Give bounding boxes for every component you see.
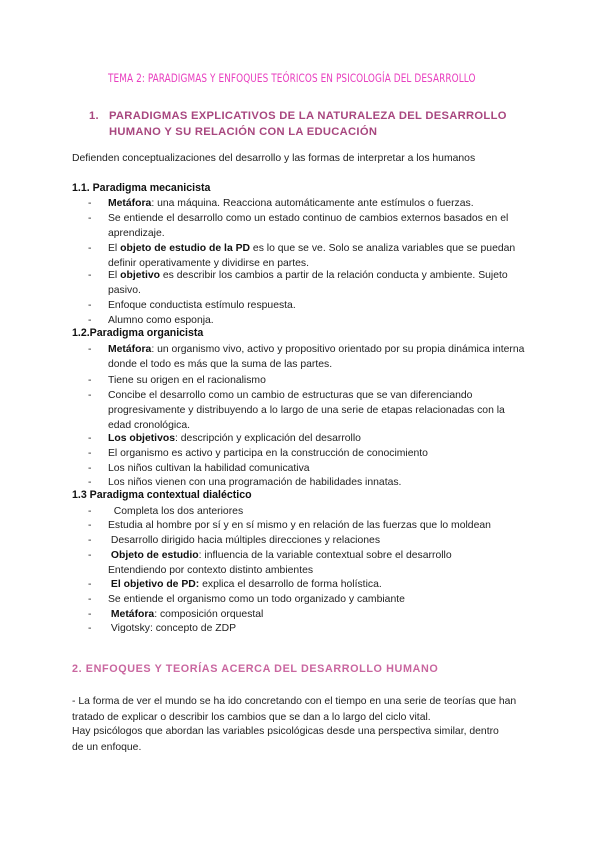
bullet-dash: - [88,609,92,620]
section-1-intro: Defienden conceptualizaciones del desarrollo y las formas de interpretar a los humanos [72,153,476,164]
item-text: Tiene su origen en el racionalismo [108,375,266,386]
item-bold: objetivo [120,270,160,281]
item-text: es lo que se ve. Solo se analiza variables que se puedan definir operativamente y dividirse en partes. [108,243,516,270]
bullet-dash: - [88,550,92,561]
bullet-dash: - [88,243,92,254]
item-text: explica el desarrollo de forma holística. [199,579,382,590]
document-title: TEMA 2: PARADIGMAS Y ENFOQUES TEÓRICOS EN PSICOLOGÍA DEL DESARROLLO [108,71,476,85]
bullet-dash: - [88,270,92,281]
item-text: Los niños vienen con una programación de habilidades innatas. [108,477,402,488]
bullet-dash: - [88,213,92,224]
bullet-dash: - [88,315,92,326]
item-text: : descripción y explicación del desarrollo [174,433,361,444]
item-bold: Metáfora [110,609,155,620]
item-text: Enfoque conductista estímulo respuesta. [108,300,296,311]
section-2-heading: 2. ENFOQUES Y TEORÍAS ACERCA DEL DESARROLLO HUMANO [72,663,439,675]
item-text: : composición orquestal [154,609,264,620]
bullet-dash: - [88,375,92,386]
item-text: Vigotsky: concepto de ZDP [108,623,237,634]
section-1-heading-line1: PARADIGMAS EXPLICATIVOS DE LA NATURALEZA DEL DESARROLLO [109,110,507,122]
bullet-dash: - [88,594,92,605]
bullet-dash: - [88,506,92,517]
item-bold: Metáfora [108,198,152,209]
item-pre: El [108,243,121,254]
bullet-dash: - [88,390,92,401]
bullet-dash: - [88,520,92,531]
section-2-paragraph-2: Hay psicólogos que abordan las variables psicológicas desde una perspectiva similar, dentro de un enfoque. [72,726,499,753]
paradigm-1-title: 1.1. Paradigma mecanicista [72,182,211,194]
item-text: Alumno como esponja. [108,315,214,326]
bullet-dash: - [88,477,92,488]
item-bold: Objeto de estudio [110,550,199,561]
item-bold: Metáfora [108,344,152,355]
item-text: Se entiende el desarrollo como un estado continuo de cambios externos basados en el aprendizaje. [108,213,509,240]
section-1-heading-text [109,108,529,140]
item-text: : una máquina. Reacciona automáticamente ante estímulos o fuerzas. [151,198,474,209]
bullet-dash: - [88,344,92,355]
bullet-dash: - [88,463,92,474]
paradigm-2-title: 1.2.Paradigma organicista [72,327,204,339]
item-bold: objeto de estudio de la PD [120,243,251,254]
item-bold: Los objetivos [108,433,175,444]
item-text: es describir los cambios a partir de la relación conducta y ambiente. Sujeto pasivo. [108,270,508,297]
item-text: El organismo es activo y participa en la construcción de conocimiento [108,448,428,459]
bullet-dash: - [88,579,92,590]
item-text: Los niños cultivan la habilidad comunicativa [108,463,310,474]
item-pre: El [108,270,121,281]
section-2-paragraph-1: - La forma de ver el mundo se ha ido concretando con el tiempo en una serie de teorías que han tratado de explicar o describir los cambios que se dan a lo largo del ciclo vital. [72,696,517,723]
section-1-heading-line2: HUMANO Y SU RELACIÓN CON LA EDUCACIÓN [109,126,378,138]
section-1-number: 1. [89,110,99,122]
item-text: Concibe el desarrollo como un cambio de estructuras que se van diferenciando progresivamente y distribuyendo a lo largo de una serie de etapas relacionadas con la edad cronológica. [108,390,505,432]
bullet-dash: - [88,535,92,546]
bullet-dash: - [88,448,92,459]
item-continuation: Entendiendo por contexto distinto ambientes [108,565,314,577]
bullet-dash: - [88,198,92,209]
item-bold: El objetivo de PD: [110,579,200,590]
item-text: Desarrollo dirigido hacia múltiples direcciones y relaciones [108,535,381,546]
item-text: Estudia al hombre por sí y en sí mismo y en relación de las fuerzas que lo moldean [108,520,491,531]
item-text: : influencia de la variable contextual sobre el desarrollo [198,550,452,561]
bullet-dash: - [88,433,92,444]
item-text: : un organismo vivo, activo y propositivo orientado por su propia dinámica interna donde el todo es más que la suma de las partes. [108,344,525,371]
paradigm-3-title: 1.3 Paradigma contextual dialéctico [72,489,252,501]
item-text: Completa los dos anteriores [108,506,244,517]
bullet-dash: - [88,300,92,311]
bullet-dash: - [88,623,92,634]
item-text: Se entiende el organismo como un todo organizado y cambiante [108,594,405,605]
